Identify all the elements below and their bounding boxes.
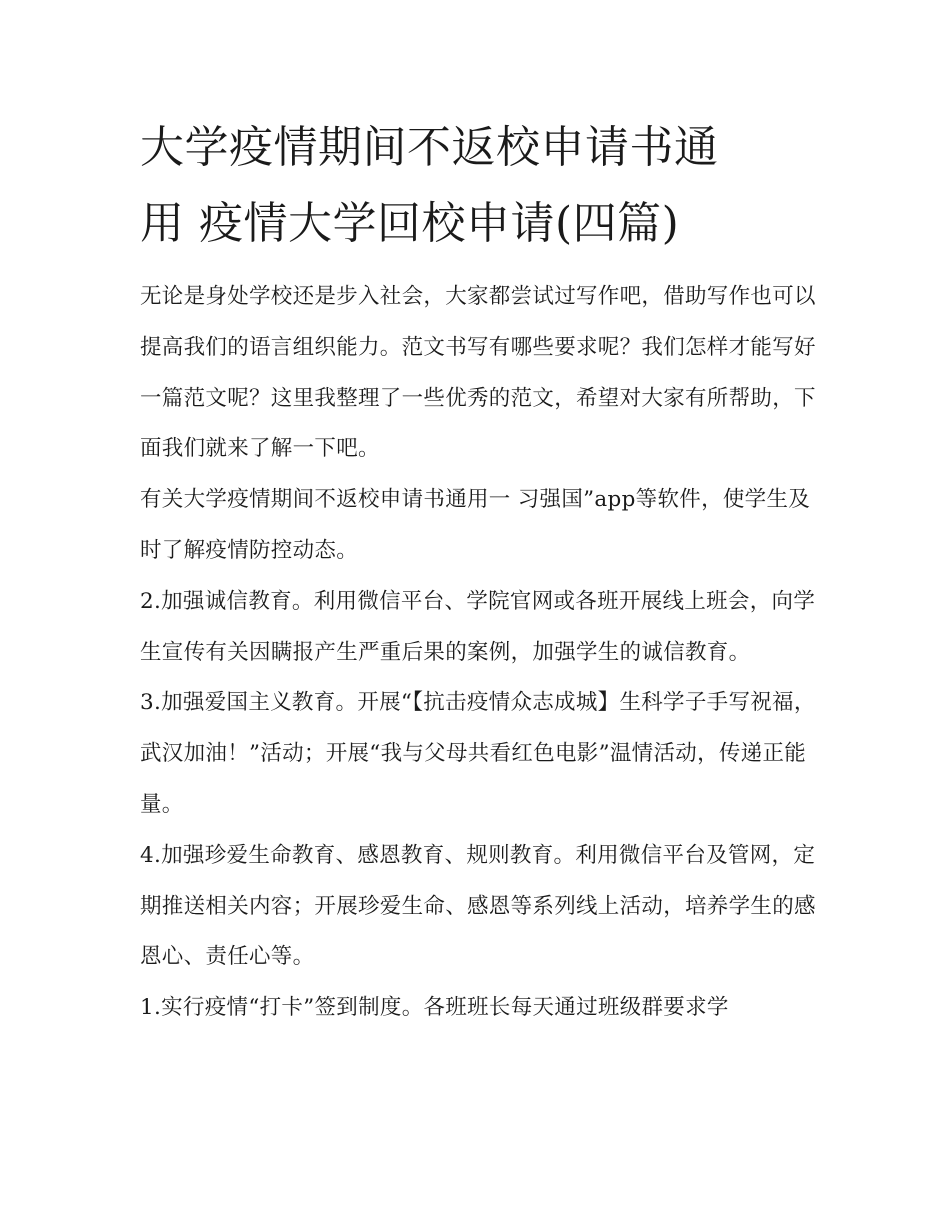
document-body <box>140 272 820 1034</box>
paragraph-checkin: 1.实行疫情“打卡”签到制度。各班班长每天通过班级群要求学 <box>140 995 729 1021</box>
paragraph-app: 有关大学疫情期间不返校申请书通用一 习强国”app等软件，使学生及时了解疫情防控动态。 <box>140 487 811 563</box>
title-line-1: 大学疫情期间不返校申请书通 <box>140 122 719 173</box>
document-page <box>140 110 820 1034</box>
paragraph-patriotism: 3.加强爱国主义教育。开展“【抗击疫情众志成城】生科学子手写祝福，武汉加油！”活动；开展“我与父母共看红色电影”温情活动，传递正能量。 <box>140 690 816 817</box>
paragraph-life-education: 4.加强珍爱生命教育、感恩教育、规则教育。利用微信平台及管网，定期推送相关内容；开展珍爱生命、感恩等系列线上活动，培养学生的感恩心、责任心等。 <box>140 842 816 970</box>
document-title <box>140 110 820 262</box>
paragraph-integrity: 2.加强诚信教育。利用微信平台、学院官网或各班开展线上班会，向学生宣传有关因瞒报产生严重后果的案例，加强学生的诚信教育。 <box>140 588 816 665</box>
title-line-2: 用 疫情大学回校申请(四篇) <box>140 198 680 249</box>
paragraph-intro: 无论是身处学校还是步入社会，大家都尝试过写作吧，借助写作也可以提高我们的语言组织能力。范文书写有哪些要求呢？我们怎样才能写好一篇范文呢？这里我整理了一些优秀的范文，希望对大家有所帮助，下面我们就来了解一下吧。 <box>140 284 816 462</box>
